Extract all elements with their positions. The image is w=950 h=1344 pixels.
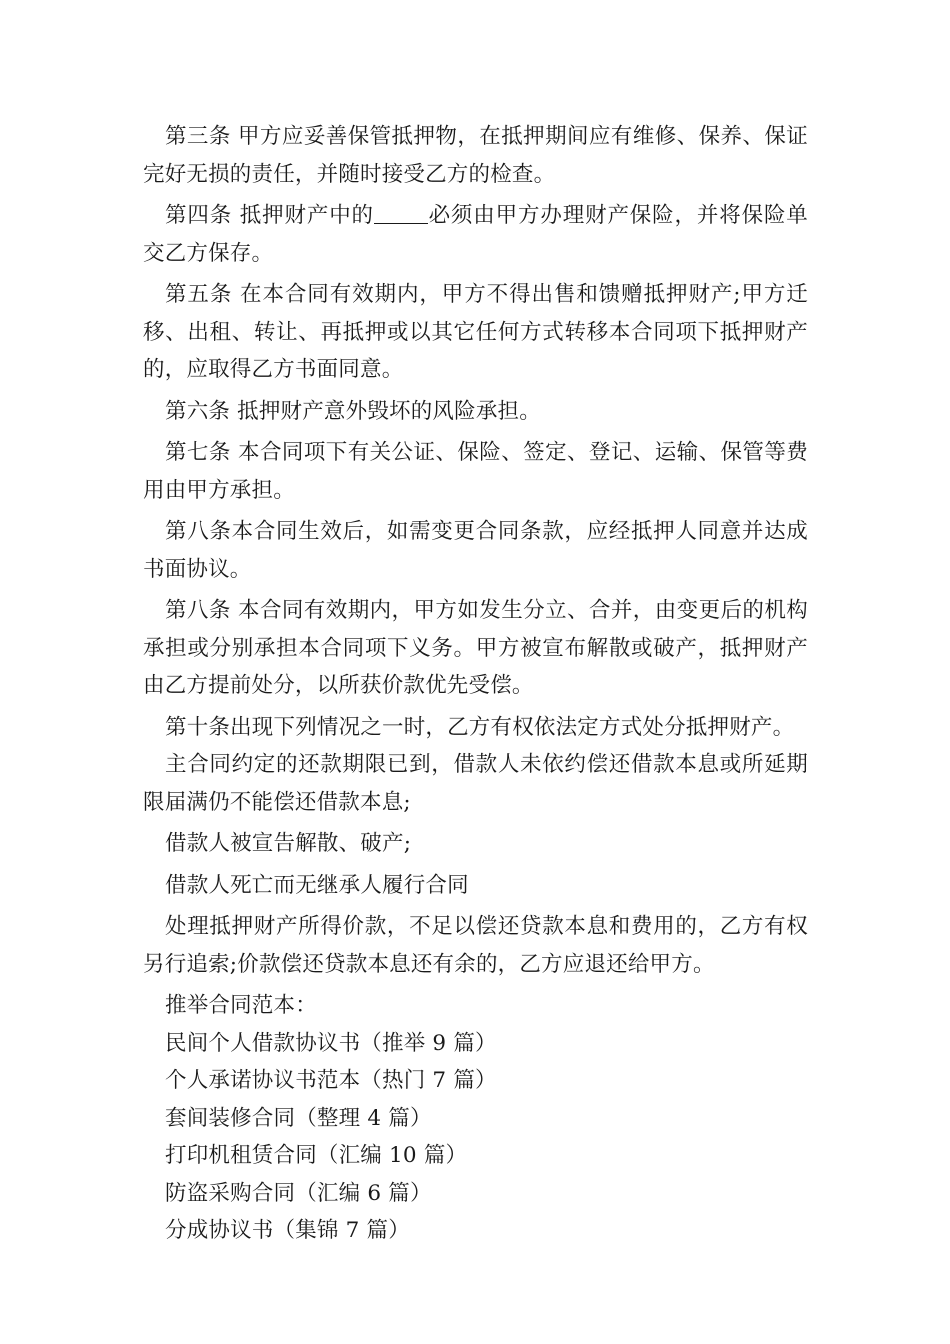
- recommend-list: [143, 1025, 808, 1250]
- document-body: [143, 118, 808, 1250]
- recommend-link-3[interactable]: 套间装修合同（整理 4 篇）: [165, 1105, 432, 1131]
- article-8-amendment: 第八条本合同生效后，如需变更合同条款，应经抵押人同意并达成书面协议。: [143, 519, 808, 582]
- article-4: [143, 197, 808, 272]
- recommend-link-2[interactable]: 个人承诺协议书范本（热门 7 篇）: [165, 1068, 497, 1093]
- article-4-part-2: 必须由甲方办理财产保险，并将保险单交乙方保存。: [143, 203, 808, 266]
- article-8-succession: 第八条 本合同有效期内，甲方如发生分立、合并，由变更后的机构承担或分别承担本合同项下义务。甲方被宣布解散或破产，抵押财产由乙方提前处分，以所获价款优先受偿。: [143, 598, 808, 698]
- recommend-link-4[interactable]: 打印机租赁合同（汇编 10 篇）: [165, 1143, 468, 1168]
- article-5: 第五条 在本合同有效期内，甲方不得出售和馈赠抵押财产;甲方迁移、出租、转让、再抵押或以其它任何方式转移本合同项下抵押财产的，应取得乙方书面同意。: [143, 282, 808, 382]
- recommend-link-6[interactable]: 分成协议书（集锦 7 篇）: [165, 1218, 410, 1243]
- article-4-part-1: 第四条 抵押财产中的: [165, 203, 374, 228]
- disposal-clause: 处理抵押财产所得价款，不足以偿还贷款本息和费用的，乙方有权另行追索;价款偿还贷款本息还有余的，乙方应退还给甲方。: [143, 914, 808, 977]
- article-10: 第十条出现下列情况之一时，乙方有权依法定方式处分抵押财产。: [165, 714, 795, 740]
- article-7: 第七条 本合同项下有关公证、保险、签定、登记、运输、保管等费用由甲方承担。: [143, 440, 808, 503]
- recommend-link-5[interactable]: 防盗采购合同（汇编 6 篇）: [165, 1180, 432, 1206]
- condition-1: 主合同约定的还款期限已到，借款人未依约偿还借款本息或所延期限届满仍不能偿还借款本息;: [143, 752, 808, 815]
- article-3: 第三条 甲方应妥善保管抵押物，在抵押期间应有维修、保养、保证完好无损的责任，并随时接受乙方的检查。: [143, 124, 808, 187]
- article-6: 第六条 抵押财产意外毁坏的风险承担。: [165, 398, 541, 424]
- recommend-link-1[interactable]: 民间个人借款协议书（推举 9 篇）: [165, 1030, 497, 1056]
- recommend-heading: 推举合同范本：: [165, 993, 317, 1018]
- condition-3: 借款人死亡而无继承人履行合同: [165, 872, 469, 898]
- fill-in-blank: [374, 202, 428, 225]
- condition-2: 借款人被宣告解散、破产;: [165, 831, 412, 856]
